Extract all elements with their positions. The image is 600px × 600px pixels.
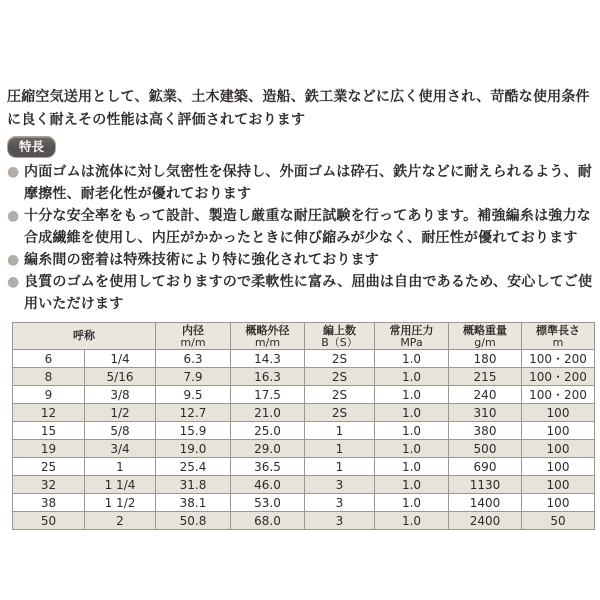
table-cell: 1/2 [85,404,156,422]
table-cell: 3/4 [85,440,156,458]
table-cell: 16.3 [231,368,305,386]
table-body [13,350,595,530]
table-cell: 240 [449,386,522,404]
table-cell: 1.0 [375,512,449,530]
column-header: 概略重量 g/m [449,323,522,350]
column-header-name: 呼称 [13,323,156,350]
table-cell: 100・200 [522,350,595,368]
table-cell: 50.8 [156,512,231,530]
table-cell: 3/8 [85,386,156,404]
table-cell: 31.8 [156,476,231,494]
table-cell: 25 [13,458,85,476]
table-cell: 100 [522,440,595,458]
table-cell: 1 [305,440,375,458]
table-cell: 2S [305,368,375,386]
table-row [13,422,595,440]
spec-table [12,322,595,530]
table-cell: 3 [305,476,375,494]
bullet-icon: ● [7,252,20,268]
table-cell: 1 [85,458,156,476]
table-cell: 12.7 [156,404,231,422]
table-cell: 3 [305,512,375,530]
table-cell: 2400 [449,512,522,530]
table-cell: 180 [449,350,522,368]
table-cell: 29.0 [231,440,305,458]
table-cell: 1.0 [375,386,449,404]
table-cell: 19 [13,440,85,458]
table-cell: 100 [522,422,595,440]
table-cell: 1.0 [375,368,449,386]
bullet-icon: ● [7,274,20,290]
table-cell: 50 [522,512,595,530]
table-cell: 38.1 [156,494,231,512]
table-cell: 68.0 [231,512,305,530]
table-cell: 1 1/2 [85,494,156,512]
table-row [13,386,595,404]
table-cell: 14.3 [231,350,305,368]
bullet-icon: ● [7,208,20,224]
feature-text: 良質のゴムを使用しておりますので柔軟性に富み、屈曲は自由であるため、安心してご使用いただけます [24,274,593,312]
table-cell: 38 [13,494,85,512]
feature-item [7,205,593,249]
table-cell: 690 [449,458,522,476]
table-row [13,440,595,458]
features-list [7,161,593,315]
table-cell: 100 [522,458,595,476]
table-row [13,350,595,368]
table-cell: 21.0 [231,404,305,422]
column-header: 常用圧力 MPa [375,323,449,350]
table-cell: 46.0 [231,476,305,494]
column-header: 内径 m/m [156,323,231,350]
table-cell: 36.5 [231,458,305,476]
table-row [13,404,595,422]
table-cell: 100 [522,494,595,512]
table-cell: 1 [305,422,375,440]
table-cell: 215 [449,368,522,386]
feature-text: 編糸間の密着は特殊技術により特に強化されております [24,252,379,268]
table-cell: 25.4 [156,458,231,476]
table-row [13,476,595,494]
table-cell: 19.0 [156,440,231,458]
table-cell: 1/4 [85,350,156,368]
table-cell: 15.9 [156,422,231,440]
column-header: 標準長さ m [522,323,595,350]
feature-item [7,249,593,271]
table-row [13,368,595,386]
table-cell: 380 [449,422,522,440]
table-cell: 1.0 [375,404,449,422]
table-cell: 5/16 [85,368,156,386]
page-content [7,86,593,530]
table-cell: 100・200 [522,386,595,404]
table-cell: 2 [85,512,156,530]
table-cell: 500 [449,440,522,458]
table-cell: 25.0 [231,422,305,440]
bullet-icon: ● [7,164,20,180]
feature-text: 内面ゴムは流体に対し気密性を保持し、外面ゴムは砕石、鉄片などに耐えられるよう、耐摩擦性、耐老化性が優れております [24,164,592,202]
table-row [13,494,595,512]
table-cell: 8 [13,368,85,386]
table-cell: 2S [305,404,375,422]
table-cell: 1130 [449,476,522,494]
column-header: 概略外径 m/m [231,323,305,350]
table-cell: 1.0 [375,494,449,512]
table-cell: 17.5 [231,386,305,404]
table-cell: 9.5 [156,386,231,404]
table-cell: 1 1/4 [85,476,156,494]
table-cell: 2S [305,350,375,368]
table-cell: 53.0 [231,494,305,512]
feature-item [7,161,593,205]
table-cell: 15 [13,422,85,440]
table-cell: 100 [522,476,595,494]
feature-text: 十分な安全率をもって設計、製造し厳重な耐圧試験を行ってあります。補強編糸は強力な合成繊維を使用し、内圧がかかったときに伸び縮みが少なく、耐圧性が優れております [24,208,591,246]
table-cell: 3 [305,494,375,512]
column-header: 編上数 B（S） [305,323,375,350]
table-cell: 310 [449,404,522,422]
table-cell: 100 [522,404,595,422]
table-cell: 32 [13,476,85,494]
intro-paragraph: 圧縮空気送用として、鉱業、土木建築、造船、鉄工業などに広く使用され、苛酷な使用条件に良く耐えその性能は高く評価されております [7,89,590,128]
table-header-row [13,323,595,350]
table-row [13,458,595,476]
table-cell: 1.0 [375,458,449,476]
table-cell: 6 [13,350,85,368]
table-cell: 1.0 [375,476,449,494]
table-cell: 1400 [449,494,522,512]
features-badge: 特長 [7,136,56,158]
table-cell: 2S [305,386,375,404]
table-cell: 1.0 [375,440,449,458]
table-cell: 1.0 [375,422,449,440]
table-cell: 1.0 [375,350,449,368]
table-cell: 6.3 [156,350,231,368]
table-head [13,323,595,350]
table-cell: 7.9 [156,368,231,386]
feature-item [7,271,593,315]
table-cell: 12 [13,404,85,422]
table-cell: 1 [305,458,375,476]
table-cell: 50 [13,512,85,530]
table-row [13,512,595,530]
table-cell: 9 [13,386,85,404]
table-cell: 100・200 [522,368,595,386]
table-cell: 5/8 [85,422,156,440]
